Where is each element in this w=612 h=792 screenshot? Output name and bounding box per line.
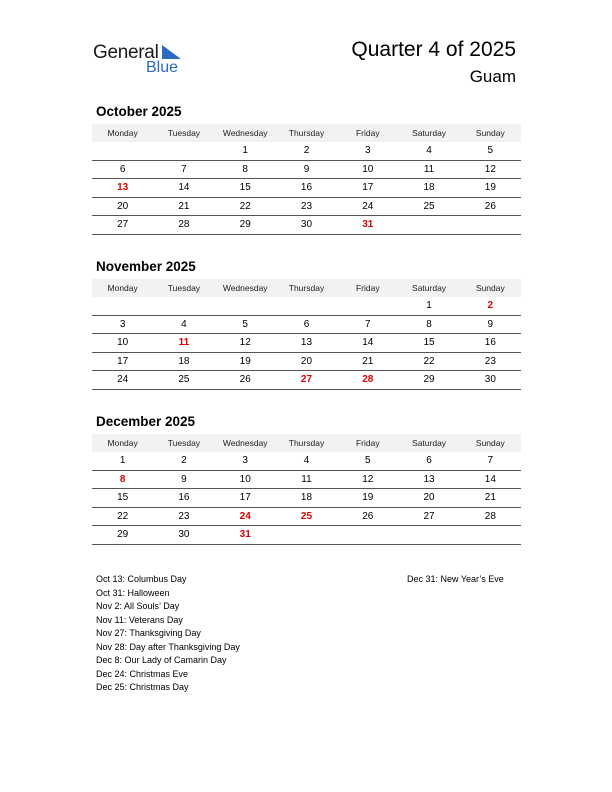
day-cell: 30 xyxy=(300,219,313,231)
weekday-label: Wednesday xyxy=(222,128,268,138)
day-cell: 17 xyxy=(239,492,251,504)
day-cell: 6 xyxy=(119,163,126,175)
day-cell: 18 xyxy=(423,182,435,194)
day-cell: 24 xyxy=(362,200,374,212)
day-cell: 4 xyxy=(303,455,310,467)
day-cell: 22 xyxy=(423,355,435,367)
day-cell: 5 xyxy=(487,145,494,157)
holiday-entry: Nov 11: Veterans Day xyxy=(96,614,183,625)
day-cell: 11 xyxy=(301,473,312,485)
holiday-entry: Nov 27: Thanksgiving Day xyxy=(96,628,201,638)
weekday-label: Saturday xyxy=(412,128,447,138)
weekday-label: Thursday xyxy=(288,283,325,293)
weekday-header-row xyxy=(92,434,521,452)
holiday-day-cell: 28 xyxy=(362,374,374,386)
day-cell: 22 xyxy=(239,200,251,212)
day-cell: 6 xyxy=(426,455,432,467)
day-cell: 14 xyxy=(178,182,190,194)
day-cell: 29 xyxy=(239,219,251,231)
week-row xyxy=(92,334,521,353)
day-cell: 9 xyxy=(303,163,310,175)
day-cell: 8 xyxy=(426,318,432,330)
day-cell: 16 xyxy=(484,337,496,349)
weekday-label: Friday xyxy=(355,128,380,138)
page-title: Quarter 4 of 2025 xyxy=(351,38,516,61)
logo-word-blue: Blue xyxy=(146,59,179,76)
day-cell: 7 xyxy=(487,455,494,467)
day-cell: 1 xyxy=(426,300,432,312)
page-subtitle: Guam xyxy=(469,67,516,86)
holiday-day-cell: 31 xyxy=(362,219,374,231)
holiday-day-cell: 11 xyxy=(178,337,190,349)
holiday-entry: Dec 24: Christmas Eve xyxy=(96,668,189,679)
holiday-day-cell: 31 xyxy=(239,529,251,541)
day-cell: 13 xyxy=(423,473,435,485)
day-cell: 21 xyxy=(484,492,496,504)
day-cell: 10 xyxy=(117,337,129,349)
day-cell: 19 xyxy=(239,355,251,367)
month-calendar-december xyxy=(92,414,521,545)
holiday-entry: Nov 28: Day after Thanksgiving Day xyxy=(96,641,240,652)
weekday-label: Tuesday xyxy=(167,128,201,138)
weekday-label: Thursday xyxy=(288,128,325,138)
day-cell: 20 xyxy=(423,492,435,504)
weekday-label: Monday xyxy=(107,128,138,138)
day-cell: 28 xyxy=(484,510,496,522)
day-cell: 7 xyxy=(364,318,371,330)
day-cell: 30 xyxy=(178,529,190,541)
holiday-entry: Nov 2: All Souls’ Day xyxy=(96,601,180,611)
day-cell: 14 xyxy=(484,473,496,485)
day-cell: 12 xyxy=(484,163,496,175)
day-cell: 11 xyxy=(423,163,435,175)
day-cell: 29 xyxy=(423,374,435,386)
day-cell: 3 xyxy=(119,318,126,330)
weekday-label: Sunday xyxy=(475,438,505,448)
day-cell: 15 xyxy=(423,337,435,349)
week-row xyxy=(92,471,521,490)
weekday-label: Friday xyxy=(355,438,380,448)
day-cell: 23 xyxy=(484,355,496,367)
weekday-label: Wednesday xyxy=(222,283,268,293)
day-cell: 7 xyxy=(181,163,187,175)
month-title: December 2025 xyxy=(96,414,196,429)
day-cell: 17 xyxy=(362,182,374,194)
day-cell: 25 xyxy=(423,200,435,212)
day-cell: 16 xyxy=(300,182,313,194)
week-row xyxy=(92,179,521,198)
day-cell: 18 xyxy=(300,492,313,504)
day-cell: 23 xyxy=(178,510,190,522)
holiday-day-cell: 2 xyxy=(487,300,494,312)
weekday-label: Sunday xyxy=(475,283,505,293)
holiday-day-cell: 24 xyxy=(239,510,251,522)
day-cell: 19 xyxy=(484,182,496,194)
day-cell: 30 xyxy=(484,374,496,386)
weekday-label: Monday xyxy=(107,438,138,448)
day-cell: 1 xyxy=(119,455,126,467)
holiday-day-cell: 27 xyxy=(300,374,313,386)
week-row xyxy=(92,161,521,180)
week-row xyxy=(92,316,521,335)
day-cell: 8 xyxy=(242,163,248,175)
day-cell: 14 xyxy=(362,337,374,349)
day-cell: 17 xyxy=(117,355,129,367)
day-cell: 10 xyxy=(239,473,251,485)
day-cell: 19 xyxy=(362,492,374,504)
day-cell: 9 xyxy=(181,473,187,485)
month-calendar-october xyxy=(92,104,521,235)
day-cell: 4 xyxy=(426,145,432,157)
day-cell: 2 xyxy=(181,455,187,467)
day-cell: 24 xyxy=(117,374,129,386)
weekday-label: Tuesday xyxy=(167,438,201,448)
weekday-label: Saturday xyxy=(412,283,447,293)
weekday-label: Tuesday xyxy=(167,283,201,293)
day-cell: 5 xyxy=(364,455,371,467)
weekday-label: Sunday xyxy=(475,128,505,138)
holiday-entry: Dec 31: New Year’s Eve xyxy=(407,574,504,584)
weekday-label: Thursday xyxy=(288,438,325,448)
week-row xyxy=(92,452,521,471)
holiday-list-secondary xyxy=(407,573,504,587)
logo-word-general: General xyxy=(93,42,159,63)
logo xyxy=(93,40,193,80)
holiday-entry: Oct 31: Halloween xyxy=(96,587,170,598)
holiday-entry: Dec 8: Our Lady of Camarin Day xyxy=(96,655,227,665)
day-cell: 10 xyxy=(362,163,374,175)
day-cell: 12 xyxy=(239,337,251,349)
day-cell: 20 xyxy=(117,200,129,212)
day-cell: 26 xyxy=(239,374,251,386)
week-row xyxy=(92,198,521,217)
weekday-label: Saturday xyxy=(412,438,447,448)
holiday-day-cell: 25 xyxy=(300,510,313,522)
week-row xyxy=(92,371,521,390)
day-cell: 3 xyxy=(242,455,248,467)
weekday-label: Wednesday xyxy=(222,438,268,448)
week-row xyxy=(92,142,521,161)
day-cell: 20 xyxy=(300,355,313,367)
month-title: October 2025 xyxy=(96,104,182,119)
holiday-day-cell: 13 xyxy=(117,182,129,194)
weekday-header-row xyxy=(92,124,521,142)
weekday-header-row xyxy=(92,279,521,297)
weekday-label: Monday xyxy=(107,283,138,293)
day-cell: 12 xyxy=(362,473,374,485)
day-cell: 9 xyxy=(487,318,494,330)
weekday-label: Friday xyxy=(355,283,380,293)
day-cell: 21 xyxy=(362,355,374,367)
day-cell: 22 xyxy=(117,510,129,522)
week-row xyxy=(92,489,521,508)
day-cell: 13 xyxy=(300,337,313,349)
day-cell: 26 xyxy=(362,510,374,522)
day-cell: 2 xyxy=(303,145,310,157)
day-cell: 28 xyxy=(178,219,190,231)
day-cell: 23 xyxy=(300,200,313,212)
week-row xyxy=(92,297,521,316)
day-cell: 5 xyxy=(242,318,248,330)
day-cell: 3 xyxy=(364,145,371,157)
day-cell: 21 xyxy=(178,200,190,212)
day-cell: 6 xyxy=(303,318,310,330)
day-cell: 18 xyxy=(178,355,190,367)
week-row xyxy=(92,508,521,527)
holiday-entry: Oct 13: Columbus Day xyxy=(96,574,187,584)
day-cell: 1 xyxy=(242,145,248,157)
holiday-day-cell: 8 xyxy=(119,473,126,485)
day-cell: 27 xyxy=(423,510,435,522)
day-cell: 4 xyxy=(181,318,187,330)
week-row xyxy=(92,526,521,545)
day-cell: 15 xyxy=(239,182,251,194)
day-cell: 26 xyxy=(484,200,496,212)
month-calendar-november xyxy=(92,259,521,390)
week-row xyxy=(92,216,521,235)
day-cell: 29 xyxy=(117,529,129,541)
day-cell: 25 xyxy=(178,374,190,386)
month-title: November 2025 xyxy=(96,259,196,274)
day-cell: 16 xyxy=(178,492,190,504)
holiday-list xyxy=(96,573,240,695)
logo-triangle-icon xyxy=(160,44,182,60)
holiday-entry: Dec 25: Christmas Day xyxy=(96,682,189,692)
week-row xyxy=(92,353,521,372)
day-cell: 15 xyxy=(117,492,129,504)
day-cell: 27 xyxy=(117,219,129,231)
